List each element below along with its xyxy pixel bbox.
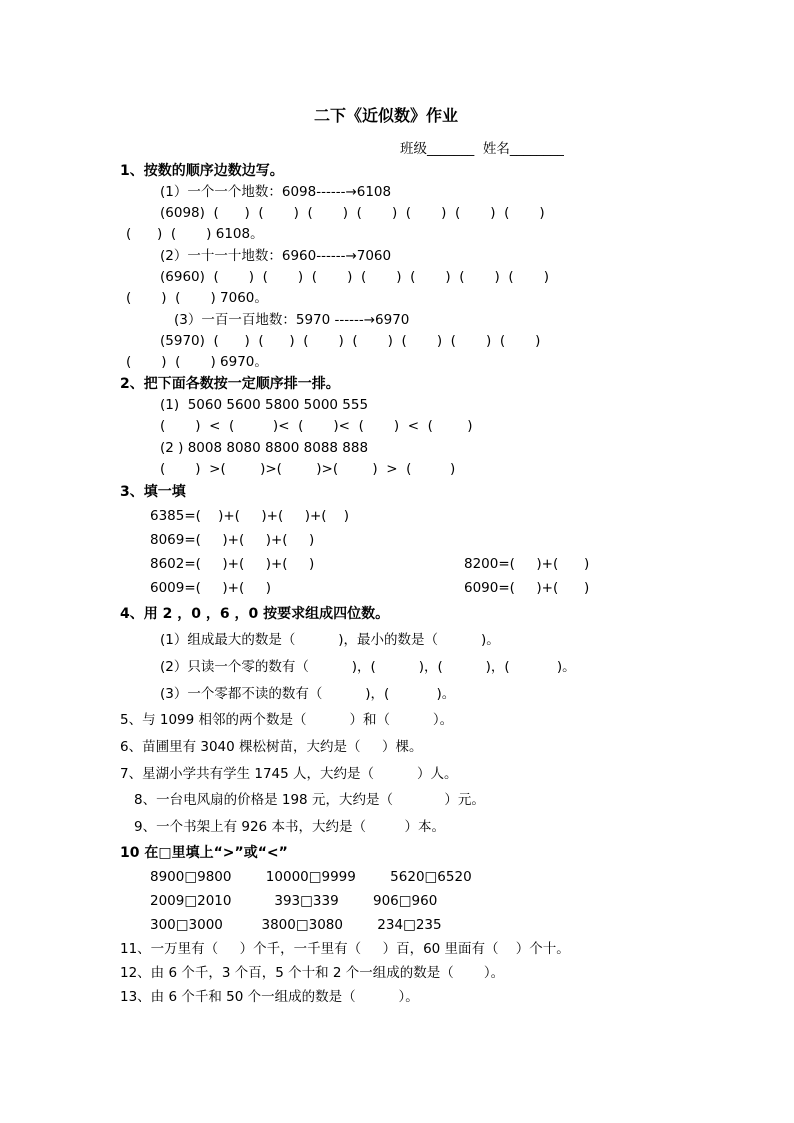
q3-row2: 8069=( )+( )+( ) <box>150 532 315 548</box>
q1-part3-blanks: (5970) ( ) ( ) ( ) ( ) ( ) ( ) ( ) <box>160 333 541 349</box>
q3-row3: 8602=( )+( )+( ) <box>150 556 315 572</box>
q1-part2-label: (2）一十一十地数：6960------→7060 <box>160 248 392 264</box>
q6: 6、苗圃里有 3040 棵松树苗，大约是（ ）棵。 <box>120 739 423 755</box>
q4-part1: (1）组成最大的数是（ )，最小的数是（ )。 <box>160 632 500 648</box>
page-title: 二下《近似数》作业 <box>314 106 459 125</box>
q4-heading: 4、用 2 ，0 ，6 ，0 按要求组成四位数。 <box>120 606 390 622</box>
q3-row4-right: 6090=( )+( ) <box>464 580 590 596</box>
q3-row3-right: 8200=( )+( ) <box>464 556 590 572</box>
q7: 7、星湖小学共有学生 1745 人，大约是（ ）人。 <box>120 766 458 782</box>
q1-part2-blanks: (6960) ( ) ( ) ( ) ( ) ( ) ( ) ( ) <box>160 269 549 285</box>
class-name-line: 班级_______ 姓名________ <box>400 141 564 157</box>
q1-heading: 1、按数的顺序边数边写。 <box>120 163 284 179</box>
q1-part2-blanks-end: ( ) ( ) 7060。 <box>126 290 268 306</box>
q2-part2-numbers: (2 ) 8008 8080 8800 8088 888 <box>160 440 369 456</box>
q3-heading: 3、填一填 <box>120 484 186 500</box>
q11: 11、一万里有（ ）个千，一千里有（ ）百，60 里面有（ ）个十。 <box>120 941 570 957</box>
q4-part2: (2）只读一个零的数有（ )，( )，( )，( )。 <box>160 659 576 675</box>
q10-row1: 8900□9800 10000□9999 5620□6520 <box>150 869 472 885</box>
q2-part1-blanks: ( ) < ( )< ( )< ( ) < ( ) <box>160 418 473 434</box>
q12: 12、由 6 个千，3 个百，5 个十和 2 个一组成的数是（ ）。 <box>120 965 505 981</box>
q5: 5、与 1099 相邻的两个数是（ ）和（ ）。 <box>120 712 454 728</box>
q1-part1-blanks: (6098) ( ) ( ) ( ) ( ) ( ) ( ) ( ) <box>160 205 545 221</box>
q2-heading: 2、把下面各数按一定顺序排一排。 <box>120 376 340 392</box>
q2-part1-numbers: (1) 5060 5600 5800 5000 555 <box>160 397 369 413</box>
q10-heading: 10 在□里填上“>”或“<” <box>120 845 288 861</box>
q2-part2-blanks: ( ) >( )>( )>( ) > ( ) <box>160 461 456 477</box>
q9: 9、一个书架上有 926 本书，大约是（ ）本。 <box>134 819 446 835</box>
q10-row3: 300□3000 3800□3080 234□235 <box>150 917 442 933</box>
q3-row1: 6385=( )+( )+( )+( ) <box>150 508 349 524</box>
q1-part1-label: (1）一个一个地数：6098------→6108 <box>160 184 392 200</box>
q1-part3-blanks-end: ( ) ( ) 6970。 <box>126 354 268 370</box>
q3-row4: 6009=( )+( ) <box>150 580 271 596</box>
q1-part3-label: (3）一百一百地数：5970 ------→6970 <box>174 312 410 328</box>
q1-part1-blanks-end: ( ) ( ) 6108。 <box>126 226 264 242</box>
q13: 13、由 6 个千和 50 个一组成的数是（ ）。 <box>120 989 419 1005</box>
q8: 8、一台电风扇的价格是 198 元，大约是（ ）元。 <box>134 792 485 808</box>
q4-part3: (3）一个零都不读的数有（ )，( )。 <box>160 686 456 702</box>
q10-row2: 2009□2010 393□339 906□960 <box>150 893 438 909</box>
